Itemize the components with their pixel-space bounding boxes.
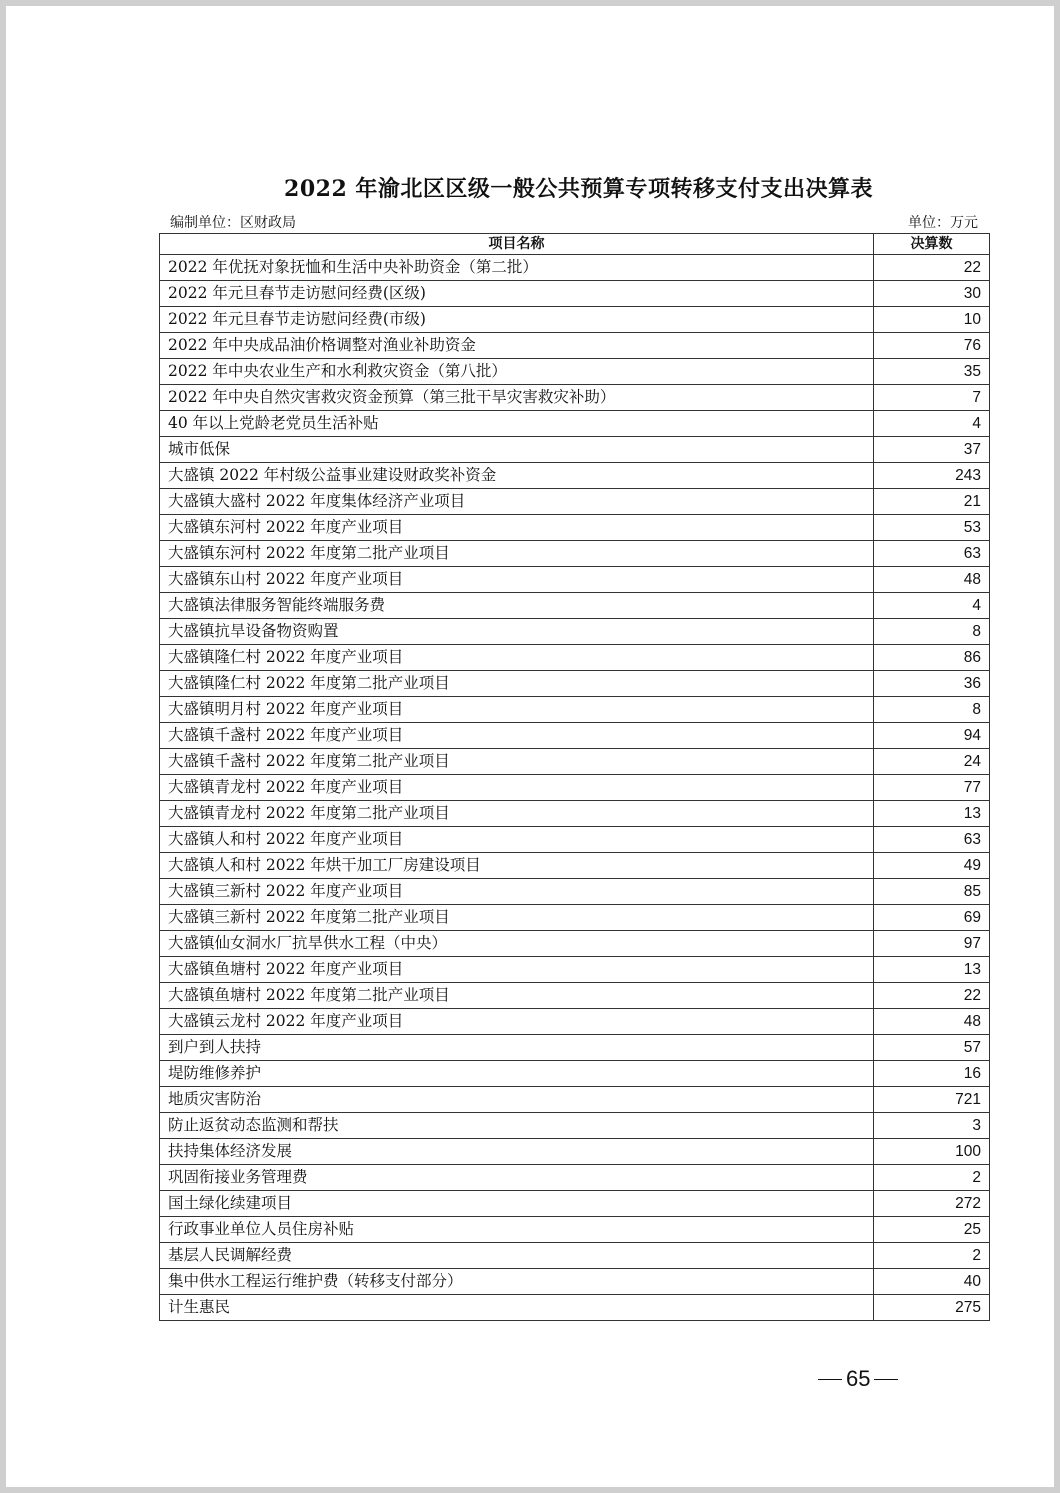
amount-cell: 16 [874, 1061, 990, 1087]
amount-cell: 25 [874, 1217, 990, 1243]
table-row [160, 957, 990, 983]
amount-cell: 4 [874, 593, 990, 619]
table-row [160, 1191, 990, 1217]
document-page [6, 6, 1054, 1487]
amount-cell: 77 [874, 775, 990, 801]
table-row [160, 385, 990, 411]
table-row [160, 749, 990, 775]
table-row [160, 983, 990, 1009]
page-number-right-dash [874, 1379, 898, 1380]
amount-cell: 63 [874, 541, 990, 567]
amount-cell: 76 [874, 333, 990, 359]
table-row [160, 1243, 990, 1269]
budget-table [159, 233, 990, 1321]
table-row [160, 1113, 990, 1139]
project-name-cell: 堤防维修养护 [160, 1061, 874, 1087]
amount-cell: 721 [874, 1087, 990, 1113]
project-name-cell: 大盛镇明月村 2022 年度产业项目 [160, 697, 874, 723]
amount-cell: 22 [874, 983, 990, 1009]
project-name-cell: 大盛镇青龙村 2022 年度产业项目 [160, 775, 874, 801]
amount-cell: 13 [874, 801, 990, 827]
table-row [160, 827, 990, 853]
unit-label: 单位：万元 [908, 215, 978, 231]
amount-cell: 36 [874, 671, 990, 697]
project-name-cell: 大盛镇东河村 2022 年度产业项目 [160, 515, 874, 541]
project-name-cell: 大盛镇东山村 2022 年度产业项目 [160, 567, 874, 593]
project-name-cell: 2022 年中央农业生产和水利救灾资金（第八批） [160, 359, 874, 385]
amount-cell: 48 [874, 1009, 990, 1035]
amount-cell: 86 [874, 645, 990, 671]
project-name-cell: 2022 年中央成品油价格调整对渔业补助资金 [160, 333, 874, 359]
project-name-cell: 大盛镇人和村 2022 年烘干加工厂房建设项目 [160, 853, 874, 879]
table-row [160, 567, 990, 593]
project-name-cell: 大盛镇法律服务智能终端服务费 [160, 593, 874, 619]
amount-cell: 272 [874, 1191, 990, 1217]
amount-cell: 40 [874, 1269, 990, 1295]
table-row [160, 671, 990, 697]
table-row [160, 1035, 990, 1061]
table-row [160, 333, 990, 359]
table-row [160, 593, 990, 619]
table-header-row [160, 234, 990, 255]
amount-cell: 69 [874, 905, 990, 931]
amount-cell: 8 [874, 619, 990, 645]
table-row [160, 1165, 990, 1191]
table-row [160, 1217, 990, 1243]
project-name-cell: 行政事业单位人员住房补贴 [160, 1217, 874, 1243]
page-number-left-dash [818, 1379, 842, 1380]
amount-cell: 7 [874, 385, 990, 411]
amount-cell: 30 [874, 281, 990, 307]
project-name-cell: 大盛镇仙女洞水厂抗旱供水工程（中央） [160, 931, 874, 957]
project-name-cell: 防止返贫动态监测和帮扶 [160, 1113, 874, 1139]
project-name-cell: 到户到人扶持 [160, 1035, 874, 1061]
amount-cell: 57 [874, 1035, 990, 1061]
project-name-cell: 扶持集体经济发展 [160, 1139, 874, 1165]
project-name-cell: 大盛镇隆仁村 2022 年度第二批产业项目 [160, 671, 874, 697]
project-name-cell: 城市低保 [160, 437, 874, 463]
header-amount: 决算数 [874, 234, 990, 255]
table-row [160, 775, 990, 801]
table-row [160, 1295, 990, 1321]
project-name-cell: 大盛镇云龙村 2022 年度产业项目 [160, 1009, 874, 1035]
table-row [160, 801, 990, 827]
table-row [160, 1009, 990, 1035]
amount-cell: 37 [874, 437, 990, 463]
project-name-cell: 2022 年元旦春节走访慰问经费(市级) [160, 307, 874, 333]
page-number-value: 65 [846, 1366, 871, 1391]
page-number [814, 1366, 902, 1392]
table-row [160, 853, 990, 879]
amount-cell: 53 [874, 515, 990, 541]
project-name-cell: 大盛镇人和村 2022 年度产业项目 [160, 827, 874, 853]
amount-cell: 24 [874, 749, 990, 775]
amount-cell: 49 [874, 853, 990, 879]
table-row [160, 463, 990, 489]
project-name-cell: 40 年以上党龄老党员生活补贴 [160, 411, 874, 437]
amount-cell: 85 [874, 879, 990, 905]
amount-cell: 13 [874, 957, 990, 983]
table-row [160, 489, 990, 515]
project-name-cell: 2022 年元旦春节走访慰问经费(区级) [160, 281, 874, 307]
project-name-cell: 大盛镇鱼塘村 2022 年度产业项目 [160, 957, 874, 983]
project-name-cell: 大盛镇千盏村 2022 年度第二批产业项目 [160, 749, 874, 775]
table-row [160, 931, 990, 957]
table-row [160, 515, 990, 541]
amount-cell: 4 [874, 411, 990, 437]
table-row [160, 1269, 990, 1295]
project-name-cell: 国土绿化续建项目 [160, 1191, 874, 1217]
project-name-cell: 大盛镇千盏村 2022 年度产业项目 [160, 723, 874, 749]
project-name-cell: 大盛镇隆仁村 2022 年度产业项目 [160, 645, 874, 671]
project-name-cell: 大盛镇大盛村 2022 年度集体经济产业项目 [160, 489, 874, 515]
amount-cell: 35 [874, 359, 990, 385]
project-name-cell: 大盛镇三新村 2022 年度第二批产业项目 [160, 905, 874, 931]
amount-cell: 97 [874, 931, 990, 957]
project-name-cell: 大盛镇 2022 年村级公益事业建设财政奖补资金 [160, 463, 874, 489]
amount-cell: 8 [874, 697, 990, 723]
table-row [160, 1139, 990, 1165]
table-row [160, 697, 990, 723]
table-row [160, 437, 990, 463]
project-name-cell: 集中供水工程运行维护费（转移支付部分） [160, 1269, 874, 1295]
table-row [160, 307, 990, 333]
amount-cell: 21 [874, 489, 990, 515]
table-row [160, 619, 990, 645]
amount-cell: 10 [874, 307, 990, 333]
table-row [160, 1061, 990, 1087]
table-row [160, 359, 990, 385]
table-row [160, 281, 990, 307]
project-name-cell: 2022 年优抚对象抚恤和生活中央补助资金（第二批） [160, 255, 874, 281]
amount-cell: 3 [874, 1113, 990, 1139]
amount-cell: 243 [874, 463, 990, 489]
table-row [160, 723, 990, 749]
table-row [160, 879, 990, 905]
project-name-cell: 大盛镇青龙村 2022 年度第二批产业项目 [160, 801, 874, 827]
amount-cell: 48 [874, 567, 990, 593]
amount-cell: 2 [874, 1165, 990, 1191]
project-name-cell: 基层人民调解经费 [160, 1243, 874, 1269]
table-row [160, 645, 990, 671]
table-body [160, 255, 990, 1321]
project-name-cell: 大盛镇鱼塘村 2022 年度第二批产业项目 [160, 983, 874, 1009]
table-row [160, 905, 990, 931]
header-project-name: 项目名称 [160, 234, 874, 255]
table-row [160, 255, 990, 281]
project-name-cell: 巩固衔接业务管理费 [160, 1165, 874, 1191]
table-row [160, 541, 990, 567]
project-name-cell: 大盛镇三新村 2022 年度产业项目 [160, 879, 874, 905]
amount-cell: 2 [874, 1243, 990, 1269]
page-title: 2022 年渝北区区级一般公共预算专项转移支付支出决算表 [284, 176, 873, 202]
table-row [160, 411, 990, 437]
project-name-cell: 2022 年中央自然灾害救灾资金预算（第三批干旱灾害救灾补助） [160, 385, 874, 411]
amount-cell: 100 [874, 1139, 990, 1165]
amount-cell: 63 [874, 827, 990, 853]
project-name-cell: 大盛镇抗旱设备物资购置 [160, 619, 874, 645]
project-name-cell: 大盛镇东河村 2022 年度第二批产业项目 [160, 541, 874, 567]
amount-cell: 94 [874, 723, 990, 749]
project-name-cell: 地质灾害防治 [160, 1087, 874, 1113]
compiler-label: 编制单位：区财政局 [170, 215, 296, 231]
table-row [160, 1087, 990, 1113]
amount-cell: 22 [874, 255, 990, 281]
project-name-cell: 计生惠民 [160, 1295, 874, 1321]
amount-cell: 275 [874, 1295, 990, 1321]
